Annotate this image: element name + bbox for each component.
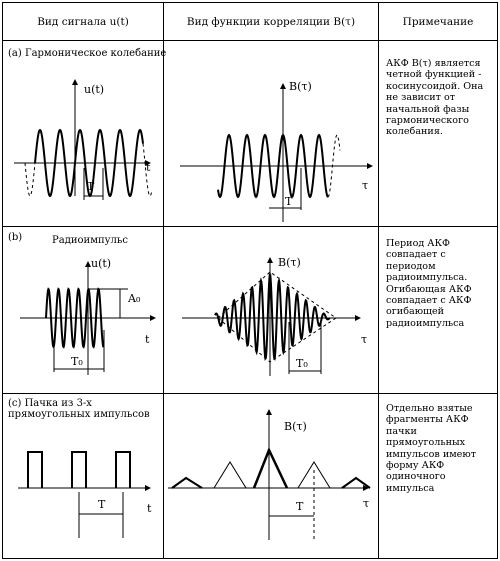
row-b-signal-period-label: T₀	[71, 355, 83, 368]
row-a-title: (a) Гармоническое колебание	[8, 48, 167, 59]
row-c-acf-period-label: T	[296, 500, 304, 513]
row-c-signal-pulse-1	[28, 452, 42, 488]
row-c-signal-plot	[18, 452, 150, 538]
row-a-acf-tau-label: τ	[362, 179, 369, 192]
header-acf: Вид функции корреляции B(τ)	[186, 16, 356, 28]
row-c-acf-tau-label: τ	[363, 497, 370, 510]
row-a-signal-axis-label: u(t)	[84, 83, 105, 96]
row-c-note: Отдельно взятые фрагменты АКФ пачки прямоугольных импульсов имеют форму АКФ одиночного импульса	[386, 403, 477, 494]
row-a-note: АКФ B(τ) является четной функцией - косинусоидой. Она не зависит от начальной фазы гармонического колебания.	[386, 58, 484, 138]
row-c-acf-main-peak	[254, 450, 287, 488]
row-b-signal-t-label: t	[145, 333, 150, 346]
row-b-title: Радиоимпульс	[52, 235, 128, 246]
row-b-note: Период АКФ совпадает с периодом радиоимпульса. Огибающая АКФ совпадает с АКФ огибающей радиоимпульса	[386, 238, 472, 329]
row-a-acf-axis-label: B(τ)	[289, 80, 312, 93]
row-c-acf-side-peak-1	[172, 478, 202, 488]
row-b-acf-axis-label: B(τ)	[278, 256, 301, 269]
row-c-acf-side-peak-4	[342, 478, 370, 488]
row-c-acf-plot	[168, 410, 370, 540]
header-signal: Вид сигнала u(t)	[37, 16, 129, 28]
row-b-title-prefix: (b)	[8, 232, 23, 243]
row-c-signal-pulse-3	[116, 452, 130, 488]
row-a-acf-period-label: T	[285, 195, 293, 208]
row-c-acf-side-peak-2	[214, 462, 246, 488]
row-b-acf-period-label: T₀	[296, 357, 308, 370]
row-a-signal-t-label: t	[146, 161, 151, 174]
row-b-acf-tau-label: τ	[361, 333, 368, 346]
row-c-signal-t-label: t	[147, 502, 152, 515]
row-a-signal-period-label: T	[87, 180, 95, 193]
row-b-signal-amp-label: A₀	[128, 292, 141, 305]
row-c-title: (c) Пачка из 3-х прямоугольных импульсов	[8, 398, 150, 420]
row-c-acf-axis-label: B(τ)	[284, 420, 307, 433]
row-c-signal-pulse-2	[72, 452, 86, 488]
row-b-signal-axis-label: u(t)	[91, 257, 112, 270]
header-note: Примечание	[402, 16, 474, 28]
row-c-signal-period-label: T	[98, 498, 106, 511]
